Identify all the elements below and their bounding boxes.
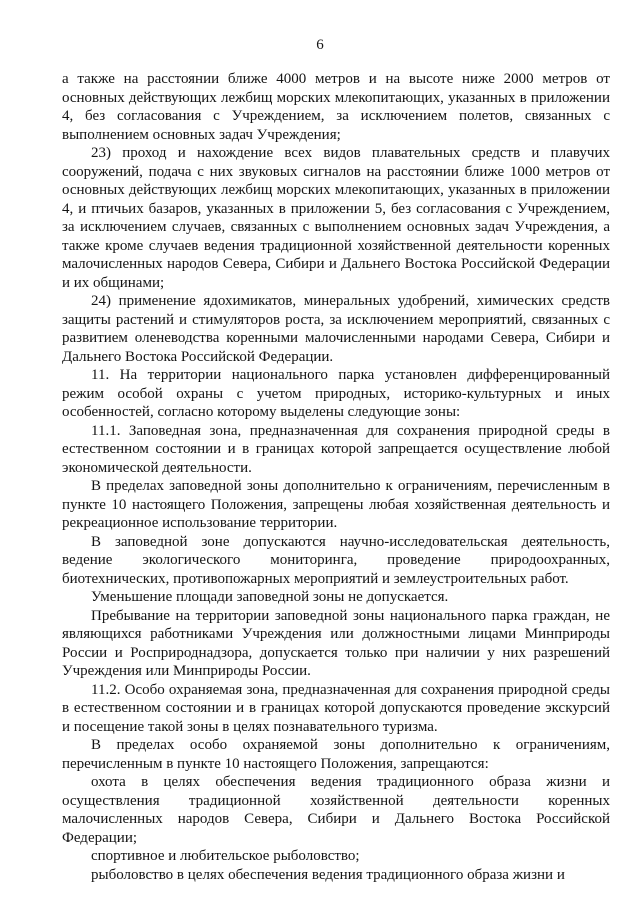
paragraph-item-23: 23) проход и нахождение всех видов плавательных средств и плавучих сооружений, подача с них звуковых сигналов на расстоянии ближе 1000 метров от основных действующих лежбищ морских млекопитающих, указанных в приложении 4, и птичьих базаров, указанных в приложении 5, без согласования с Учреждением, за исключением случаев, связанных с выполнением основных задач Учреждения, а также кроме случаев ведения традиционной хозяйственной деятельности коренных малочисленных народов Севера, Сибири и Дальнего Востока Российской Федерации и их общинами; — [62, 145, 610, 291]
paragraph-fishing-traditional: рыболовство в целях обеспечения ведения традиционного образа жизни и — [91, 866, 565, 883]
paragraph-section-11-1: 11.1. Заповедная зона, предназначенная для сохранения природной среды в естественном состоянии и в границах которой запрещается осуществление любой экономической деятельности. — [62, 422, 610, 476]
paragraph-sport-fishing: спортивное и любительское рыболовство; — [91, 848, 360, 864]
paragraph-hunting: охота в целях обеспечения ведения традиционного образа жизни и осуществления традиционной хозяйственной деятельности коренных малочисленных народов Севера, Сибири и Дальнего Востока Российской Федерации; — [62, 774, 610, 846]
paragraph-item-24: 24) применение ядохимикатов, минеральных удобрений, химических средств защиты растений и стимуляторов роста, за исключением мероприятий, связанных с развитием оленеводства коренными малочисленными народами Севера, Сибири и Дальнего Востока Российской Федерации. — [62, 293, 610, 365]
document-body — [62, 70, 610, 884]
paragraph-permitted-activities: В заповедной зоне допускаются научно-исследовательская деятельность, ведение экологического мониторинга, проведение природоохранных, биотехнических, противопожарных мероприятий и землеустроительных работ. — [62, 533, 610, 587]
paragraph-protected-zone-restrictions: В пределах особо охраняемой зоны дополнительно к ограничениям, перечисленным в пункте 10 настоящего Положения, запрещаются: — [62, 737, 610, 772]
paragraph-continuation: а также на расстоянии ближе 4000 метров и на высоте ниже 2000 метров от основных действующих лежбищ морских млекопитающих, указанных в приложении 4, без согласования с Учреждением, за исключением полетов, связанных с выполнением основных задач Учреждения; — [62, 71, 610, 143]
page-number: 6 — [316, 37, 324, 53]
paragraph-restrictions: В пределах заповедной зоны дополнительно к ограничениям, перечисленным в пункте 10 настоящего Положения, запрещены любая хозяйственная деятельность и рекреационное использование территории. — [62, 478, 610, 531]
paragraph-section-11: 11. На территории национального парка установлен дифференцированный режим особой охраны с учетом природных, историко-культурных и иных особенностей, согласно которому выделены следующие зоны: — [62, 367, 610, 420]
paragraph-section-11-2: 11.2. Особо охраняемая зона, предназначенная для сохранения природной среды в естественном состоянии и в границах которой допускаются проведение экскурсий и посещение такой зоны в целях познавательного туризма. — [62, 681, 610, 735]
paragraph-visit-permission: Пребывание на территории заповедной зоны национального парка граждан, не являющихся работниками Учреждения или должностными лицами Минприроды России и Росприроднадзора, допускается только при наличии у них разрешений Учреждения или Минприроды России. — [62, 607, 610, 679]
paragraph-area-reduction: Уменьшение площади заповедной зоны не допускается. — [91, 589, 449, 605]
